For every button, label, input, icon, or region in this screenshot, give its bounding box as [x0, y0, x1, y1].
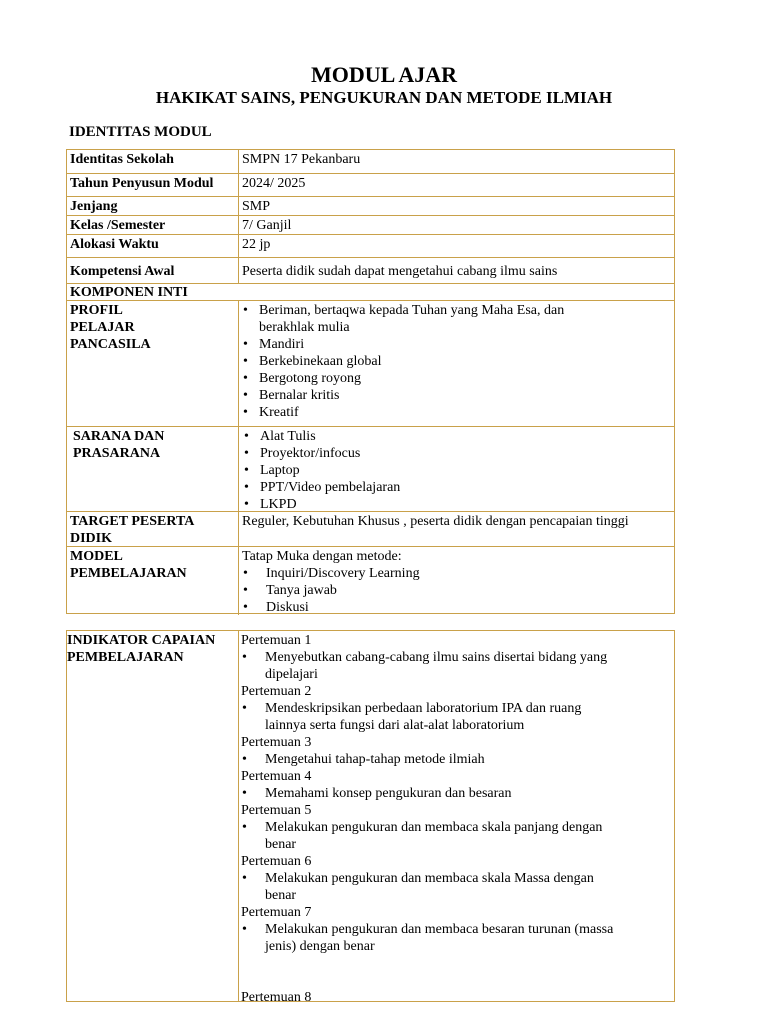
meeting-title: Pertemuan 6 [241, 854, 312, 869]
target-value: Reguler, Kebutuhan Khusus , peserta didik dengan pencapaian tinggi [238, 512, 674, 547]
row-jenjang [67, 196, 674, 216]
list-item-continuation: jenis) dengan benar [265, 939, 375, 954]
row-sarana [67, 426, 674, 512]
sarana-label: SARANA DAN PRASARANA [73, 429, 165, 461]
list-item: • Melakukan pengukuran dan membaca skala Massa dengan [241, 870, 671, 887]
document-subtitle: HAKIKAT SAINS, PENGUKURAN DAN METODE ILMIAH [155, 88, 613, 107]
identitas-heading: IDENTITAS MODUL [69, 124, 212, 140]
meeting-title: Pertemuan 7 [241, 905, 312, 920]
list-item-continuation: lainnya serta fungsi dari alat-alat laboratorium [265, 718, 525, 733]
sarana-list [243, 428, 671, 513]
list-item: • Bergotong royong [242, 370, 671, 387]
list-item-continuation: benar [265, 888, 297, 903]
indikator-label: INDIKATOR CAPAIAN PEMBELAJARAN [67, 633, 216, 665]
list-item: • Inquiri/Discovery Learning [242, 565, 671, 582]
profil-list-cell [238, 301, 674, 427]
label-kompetensi: Kompetensi Awal [70, 264, 175, 279]
label-alokasi: Alokasi Waktu [70, 237, 159, 252]
spacer [241, 955, 671, 989]
value-kelas: 7/ Ganjil [238, 216, 674, 235]
label-kelas: Kelas /Semester [70, 218, 166, 233]
list-item: • Tanya jawab [242, 582, 671, 599]
indikator-cell [238, 631, 674, 1005]
row-profil [67, 300, 674, 427]
profil-label: PROFIL PELAJAR PANCASILA [70, 303, 151, 352]
list-item: • Diskusi [242, 599, 671, 616]
value-tahun: 2024/ 2025 [238, 174, 674, 197]
target-label: TARGET PESERTA DIDIK [70, 514, 195, 546]
model-cell [238, 547, 674, 615]
list-item: • PPT/Video pembelajaran [243, 479, 671, 496]
list-item: • Memahami konsep pengukuran dan besaran [241, 785, 671, 802]
meeting-title: Pertemuan 5 [241, 803, 312, 818]
meeting-title: Pertemuan 8 [241, 990, 312, 1005]
list-item: • Mendeskripsikan perbedaan laboratorium IPA dan ruang [241, 700, 671, 717]
list-item: • Mengetahui tahap-tahap metode ilmiah [241, 751, 671, 768]
meeting-title: Pertemuan 2 [241, 684, 312, 699]
list-item-continuation: dipelajari [265, 667, 318, 682]
row-tahun [67, 173, 674, 197]
value-jenjang: SMP [238, 197, 674, 216]
sarana-list-cell [238, 427, 674, 512]
list-item: • Bernalar kritis [242, 387, 671, 404]
list-item-continuation: benar [265, 837, 297, 852]
indikator-table [66, 630, 675, 1005]
meeting-title: Pertemuan 3 [241, 735, 312, 750]
list-item: • Proyektor/infocus [243, 445, 671, 462]
row-target [67, 511, 674, 547]
identitas-table [66, 149, 675, 614]
meeting-title: Pertemuan 4 [241, 769, 312, 784]
label-sekolah: Identitas Sekolah [70, 152, 174, 167]
list-item: • Kreatif [242, 404, 671, 421]
list-item: • Berkebinekaan global [242, 353, 671, 370]
model-list [242, 565, 671, 616]
row-indikator [67, 631, 674, 1005]
meeting-title: Pertemuan 1 [241, 633, 312, 648]
list-item: • Melakukan pengukuran dan membaca skala panjang dengan [241, 819, 671, 836]
document-title: MODUL AJAR [310, 62, 458, 87]
label-jenjang: Jenjang [70, 199, 118, 214]
row-komponen-inti [67, 283, 674, 301]
label-tahun: Tahun Penyusun Modul [70, 176, 214, 191]
list-item: • Melakukan pengukuran dan membaca besaran turunan (massa [241, 921, 671, 938]
list-item-continuation: berakhlak mulia [259, 320, 350, 335]
list-item: • Alat Tulis [243, 428, 671, 445]
list-item: • Laptop [243, 462, 671, 479]
model-intro: Tatap Muka dengan metode: [242, 549, 402, 564]
row-kelas [67, 215, 674, 235]
list-item: • Beriman, bertaqwa kepada Tuhan yang Maha Esa, dan [242, 302, 671, 319]
row-alokasi [67, 234, 674, 258]
list-item: • Mandiri [242, 336, 671, 353]
row-sekolah [67, 150, 674, 173]
list-item: • Menyebutkan cabang-cabang ilmu sains disertai bidang yang [241, 649, 671, 666]
value-kompetensi: Peserta didik sudah dapat mengetahui cabang ilmu sains [238, 258, 674, 284]
komponen-inti-heading: KOMPONEN INTI [70, 285, 188, 300]
model-label: MODEL PEMBELAJARAN [70, 549, 187, 581]
profil-list [242, 302, 671, 421]
value-alokasi: 22 jp [238, 235, 674, 258]
list-item: • LKPD [243, 496, 671, 513]
row-model [67, 546, 674, 615]
value-sekolah: SMPN 17 Pekanbaru [238, 150, 674, 173]
row-kompetensi [67, 257, 674, 284]
